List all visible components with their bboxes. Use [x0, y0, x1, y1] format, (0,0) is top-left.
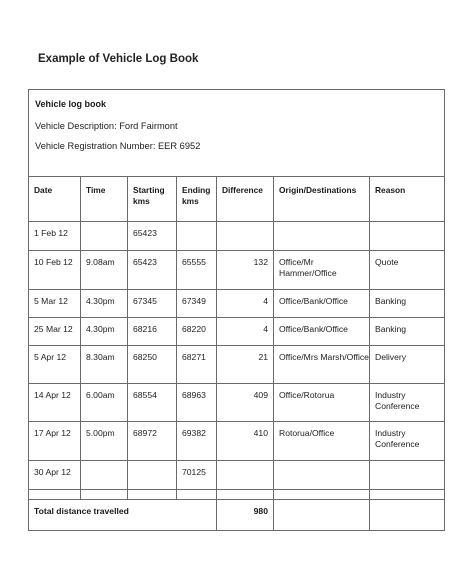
cell-reason: Banking — [370, 318, 445, 346]
cell-starting-kms: 68250 — [128, 346, 177, 384]
cell-date: 1 Feb 12 — [29, 222, 81, 251]
cell-starting-kms: 68216 — [128, 318, 177, 346]
vehicle-description: Vehicle Description: Ford Fairmont — [35, 121, 178, 131]
column-header-ending-kms: Ending kms — [177, 177, 217, 222]
table-row — [29, 318, 445, 346]
cell-origin — [274, 461, 370, 490]
cell-starting-kms: 65423 — [128, 222, 177, 251]
cell-origin: Office/Mr Hammer/Office — [274, 251, 370, 290]
cell-time: 9.08am — [81, 251, 128, 290]
column-header-time: Time — [81, 177, 128, 222]
table-row — [29, 461, 445, 490]
cell-difference: 4 — [217, 318, 274, 346]
cell-starting-kms: 65423 — [128, 251, 177, 290]
cell-difference: 410 — [217, 422, 274, 461]
cell-origin: Office/Bank/Office — [274, 290, 370, 318]
table-row — [29, 422, 445, 461]
cell-date: 10 Feb 12 — [29, 251, 81, 290]
cell-reason: Delivery — [370, 346, 445, 384]
cell-date: 5 Apr 12 — [29, 346, 81, 384]
cell-difference: 132 — [217, 251, 274, 290]
cell-date: 25 Mar 12 — [29, 318, 81, 346]
cell-time: 8.30am — [81, 346, 128, 384]
table-row — [29, 222, 445, 251]
cell-time: 6.00am — [81, 384, 128, 422]
column-header-reason: Reason — [370, 177, 445, 222]
page-title: Example of Vehicle Log Book — [38, 53, 199, 65]
cell-reason: Banking — [370, 290, 445, 318]
table-row — [29, 290, 445, 318]
column-header-date: Date — [29, 177, 81, 222]
cell-starting-kms: 67345 — [128, 290, 177, 318]
total-row — [29, 500, 445, 531]
cell-time: 5.00pm — [81, 422, 128, 461]
cell-origin: Rotorua/Office — [274, 422, 370, 461]
cell-origin — [274, 222, 370, 251]
table-row — [29, 384, 445, 422]
cell-origin: Office/Rotorua — [274, 384, 370, 422]
table-row — [29, 346, 445, 384]
cell-date: 5 Mar 12 — [29, 290, 81, 318]
vehicle-registration: Vehicle Registration Number: EER 6952 — [35, 141, 201, 151]
cell-time: 4.30pm — [81, 290, 128, 318]
cell-date: 30 Apr 12 — [29, 461, 81, 490]
cell-date: 17 Apr 12 — [29, 422, 81, 461]
cell-ending-kms: 65555 — [177, 251, 217, 290]
log-header-block — [29, 90, 445, 177]
cell-starting-kms: 68972 — [128, 422, 177, 461]
cell-date: 14 Apr 12 — [29, 384, 81, 422]
cell-reason — [370, 461, 445, 490]
cell-ending-kms — [177, 222, 217, 251]
cell-reason: Industry Conference — [370, 422, 445, 461]
cell-reason — [370, 222, 445, 251]
cell-difference: 21 — [217, 346, 274, 384]
table-row-blank — [29, 490, 445, 500]
column-header-difference: Difference — [217, 177, 274, 222]
cell-origin: Office/Bank/Office — [274, 318, 370, 346]
column-header-origin-destinations: Origin/Destinations — [274, 177, 370, 222]
cell-ending-kms: 69382 — [177, 422, 217, 461]
cell-ending-kms: 68963 — [177, 384, 217, 422]
log-book-title: Vehicle log book — [35, 99, 107, 109]
cell-origin: Office/Mrs Marsh/Office — [274, 346, 370, 384]
cell-time — [81, 222, 128, 251]
column-header-row — [29, 177, 445, 222]
cell-difference: 409 — [217, 384, 274, 422]
cell-time — [81, 461, 128, 490]
cell-difference: 4 — [217, 290, 274, 318]
cell-reason: Quote — [370, 251, 445, 290]
cell-time: 4.30pm — [81, 318, 128, 346]
cell-starting-kms — [128, 461, 177, 490]
cell-reason: Industry Conference — [370, 384, 445, 422]
cell-ending-kms: 70125 — [177, 461, 217, 490]
cell-starting-kms: 68554 — [128, 384, 177, 422]
cell-ending-kms: 67349 — [177, 290, 217, 318]
table-row — [29, 251, 445, 290]
cell-difference — [217, 461, 274, 490]
total-label: Total distance travelled — [29, 500, 217, 531]
total-value: 980 — [217, 500, 274, 531]
cell-ending-kms: 68271 — [177, 346, 217, 384]
vehicle-log-table — [28, 89, 445, 531]
cell-difference — [217, 222, 274, 251]
cell-ending-kms: 68220 — [177, 318, 217, 346]
column-header-starting-kms: Starting kms — [128, 177, 177, 222]
